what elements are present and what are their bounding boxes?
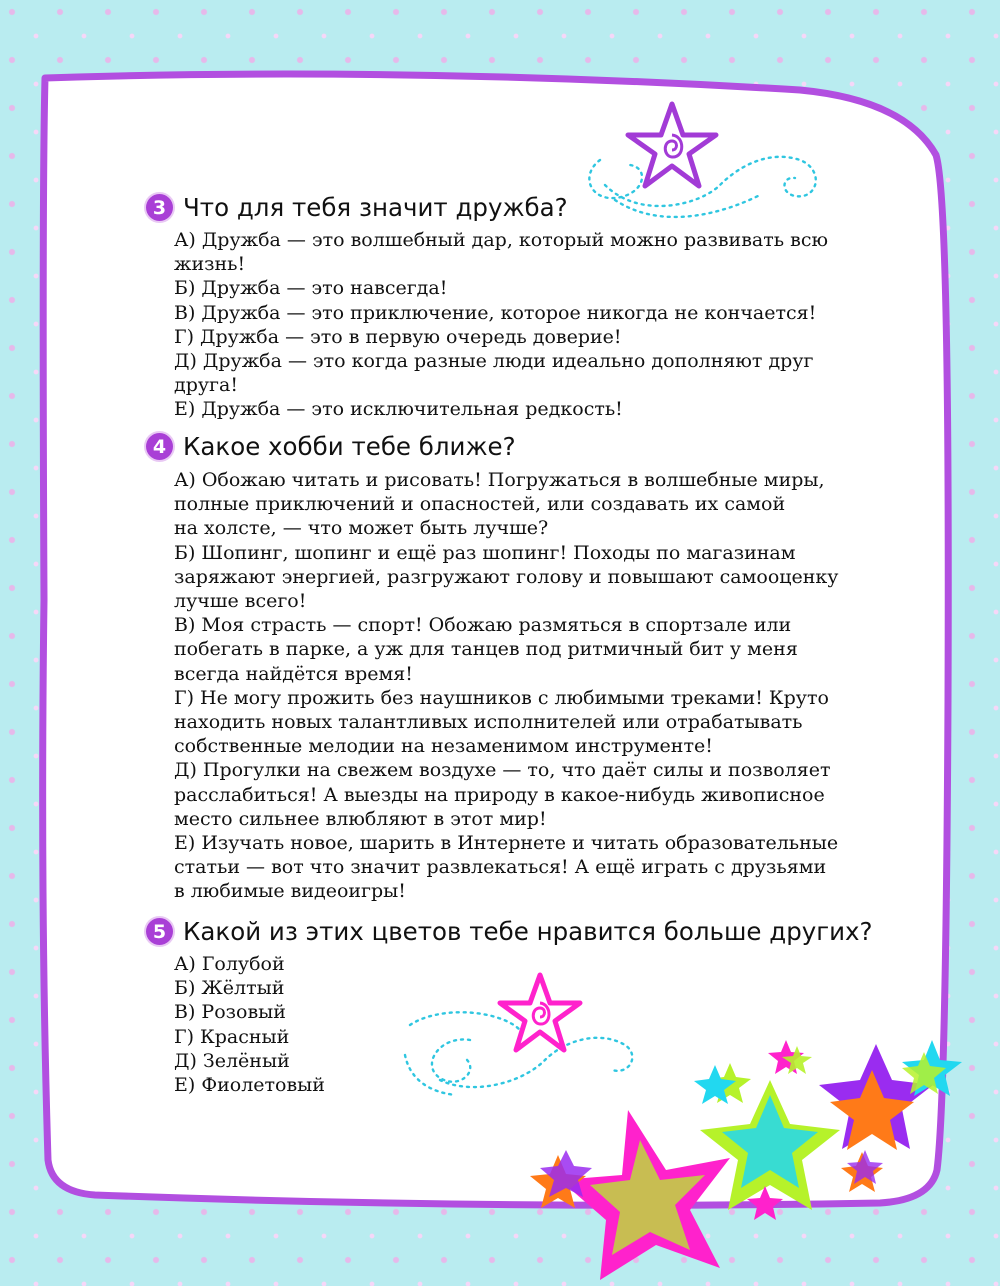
answer-line: В) Розовый — [174, 1001, 286, 1024]
answer-line: Д) Дружба — это когда разные люди идеально дополняют друг — [174, 350, 814, 373]
answer-list-5 — [174, 952, 325, 1097]
answer-line: Б) Дружба — это навсегда! — [174, 277, 448, 300]
answer-line: собственные мелодии на незаменимом инструменте! — [174, 735, 713, 758]
question-number-badge: 3 — [146, 194, 173, 221]
answer-list-4 — [174, 468, 838, 904]
question-3 — [146, 193, 568, 222]
answer-line: В) Дружба — это приключение, которое никогда не кончается! — [174, 301, 817, 324]
question-5 — [146, 917, 873, 946]
answer-line: А) Обожаю читать и рисовать! Погружаться в волшебные миры, — [174, 469, 825, 491]
question-4 — [146, 432, 516, 461]
question-title: Что для тебя значит дружба? — [183, 193, 568, 222]
question-title: Какое хобби тебе ближе? — [183, 432, 516, 461]
answer-line: Г) Красный — [174, 1025, 290, 1048]
answer-line: место сильнее влюбляют в этот мир! — [174, 807, 547, 830]
answer-line: расслабиться! А выезды на природу в какое-нибудь живописное — [174, 783, 825, 806]
answer-line: полные приключений и опасностей, или создавать их самой — [174, 493, 786, 516]
question-number-badge: 5 — [146, 918, 173, 945]
question-title: Какой из этих цветов тебе нравится больше других? — [183, 917, 873, 946]
answer-line: лучше всего! — [174, 590, 307, 613]
answer-line: побегать в парке, а уж для танцев под ритмичный бит у меня — [174, 638, 798, 661]
answer-line: друга! — [174, 374, 238, 397]
answer-line: Е) Фиолетовый — [174, 1074, 325, 1097]
answer-line: А) Голубой — [174, 953, 285, 975]
answer-line: Е) Изучать новое, шарить в Интернете и читать образовательные — [174, 832, 839, 855]
question-number-badge: 4 — [146, 433, 173, 460]
answer-line: в любимые видеоигры! — [174, 880, 406, 903]
answer-line: Д) Зелёный — [174, 1049, 290, 1072]
answer-line: статьи — вот что значит развлекаться! А ещё играть с друзьями — [174, 856, 827, 879]
answer-line: на холсте, — что может быть лучше? — [174, 517, 549, 540]
answer-line: Г) Дружба — это в первую очередь доверие! — [174, 325, 622, 348]
answer-line: В) Моя страсть — спорт! Обожаю размяться в спортзале или — [174, 614, 792, 637]
answer-line: Б) Шопинг, шопинг и ещё раз шопинг! Походы по магазинам — [174, 541, 796, 564]
answer-line: Д) Прогулки на свежем воздухе — то, что даёт силы и позволяет — [174, 759, 831, 782]
answer-line: находить новых талантливых исполнителей или отрабатывать — [174, 711, 803, 734]
answer-line: заряжают энергией, разгружают голову и повышают самооценку — [174, 565, 839, 588]
answer-line: Е) Дружба — это исключительная редкость! — [174, 398, 623, 421]
answer-line: всегда найдётся время! — [174, 662, 413, 685]
answer-line: А) Дружба — это волшебный дар, который можно развивать всю — [174, 229, 828, 251]
answer-line: жизнь! — [174, 253, 246, 276]
answer-list-3 — [174, 228, 828, 422]
answer-line: Г) Не могу прожить без наушников с любимыми треками! Круто — [174, 686, 829, 709]
answer-line: Б) Жёлтый — [174, 977, 285, 1000]
